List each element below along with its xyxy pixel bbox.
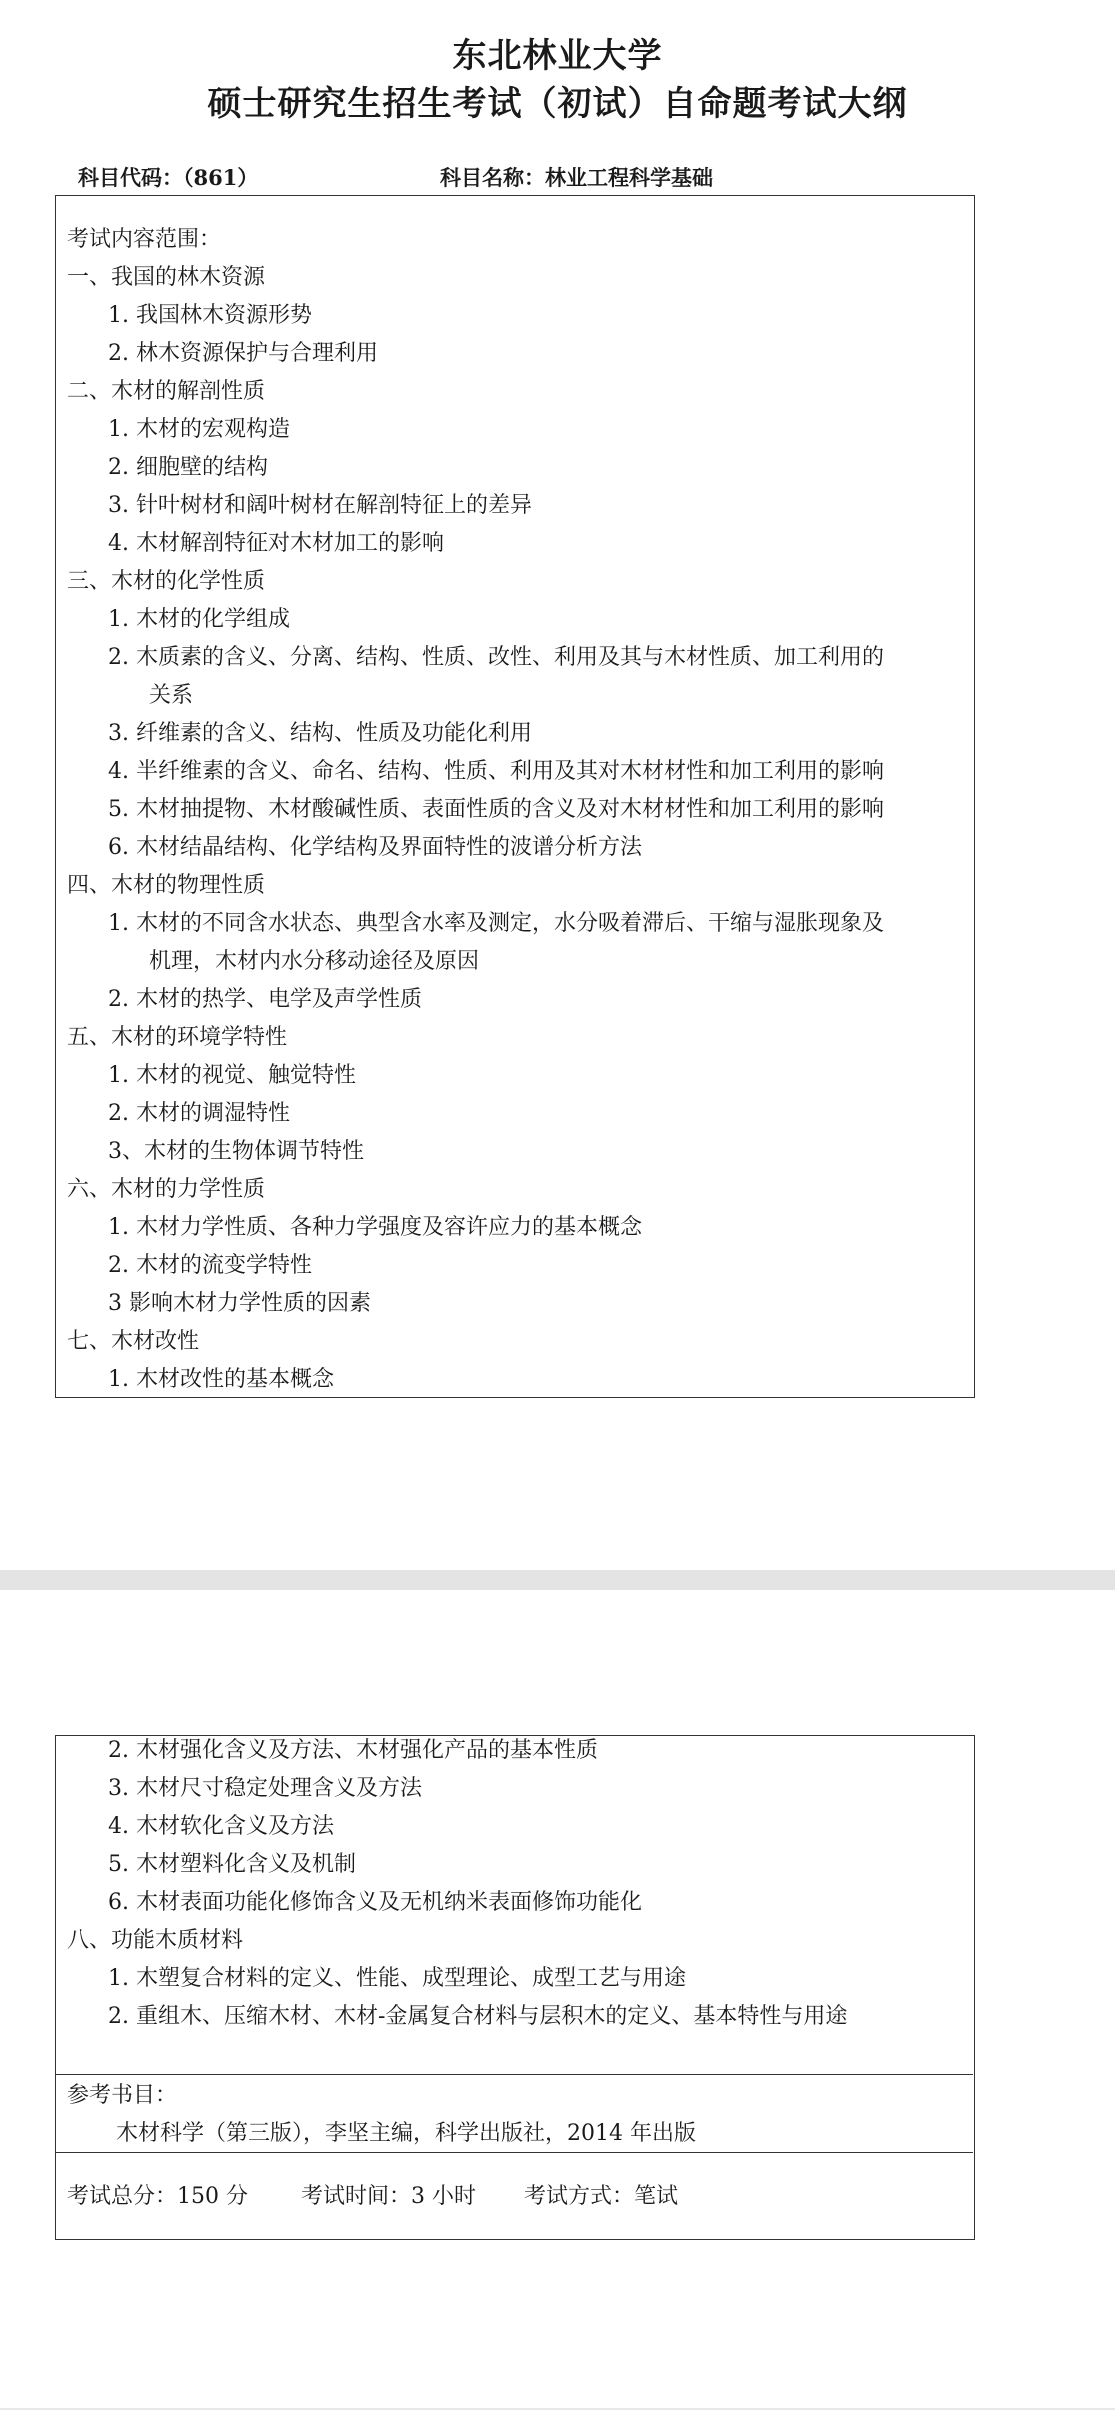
section-heading: 三、木材的化学性质 (67, 569, 266, 594)
list-item: 5. 木材抽提物、木材酸碱性质、表面性质的含义及对木材材性和加工利用的影响 (108, 797, 884, 822)
exam-duration: 考试时间：3 小时 (301, 2184, 476, 2209)
reference-book: 木材科学（第三版），李坚主编，科学出版社，2014 年出版 (116, 2121, 696, 2146)
list-item: 1. 木材的视觉、触觉特性 (108, 1063, 356, 1088)
list-item: 2. 木材强化含义及方法、木材强化产品的基本性质 (108, 1738, 598, 1763)
list-item: 1. 木材力学性质、各种力学强度及容许应力的基本概念 (108, 1215, 642, 1240)
list-item: 2. 林木资源保护与合理利用 (108, 341, 378, 366)
references-label: 参考书目： (67, 2083, 178, 2108)
list-item: 2. 细胞壁的结构 (108, 455, 268, 480)
syllabus-box-page2 (55, 1735, 975, 2240)
scope-label: 考试内容范围： (67, 227, 222, 252)
section-heading: 五、木材的环境学特性 (67, 1025, 288, 1050)
list-item: 2. 木材的热学、电学及声学性质 (108, 987, 422, 1012)
list-item: 2. 木质素的含义、分离、结构、性质、改性、利用及其与木材性质、加工利用的 (108, 645, 884, 670)
document-title: 硕士研究生招生考试（初试）自命题考试大纲 (207, 84, 908, 124)
syllabus-box-page1 (55, 195, 975, 1398)
list-item: 3. 针叶树材和阔叶树材在解剖特征上的差异 (108, 493, 532, 518)
subject-code: 科目代码：（861） (78, 165, 259, 190)
section-heading: 七、木材改性 (67, 1329, 200, 1354)
section-heading: 八、功能木质材料 (67, 1928, 244, 1953)
list-item: 3. 木材尺寸稳定处理含义及方法 (108, 1776, 422, 1801)
page-separator (0, 1570, 1115, 1590)
exam-method: 考试方式：笔试 (524, 2184, 679, 2209)
list-item: 1. 木材的化学组成 (108, 607, 290, 632)
university-title: 东北林业大学 (452, 36, 663, 76)
list-item: 1. 木材的宏观构造 (108, 417, 290, 442)
list-item: 1. 木材改性的基本概念 (108, 1367, 334, 1392)
subject-name: 科目名称：林业工程科学基础 (440, 165, 713, 190)
list-item: 3、木材的生物体调节特性 (108, 1139, 364, 1164)
exam-info-divider (56, 2152, 973, 2153)
references-divider (56, 2074, 973, 2075)
list-item: 2. 木材的调湿特性 (108, 1101, 290, 1126)
list-item: 6. 木材表面功能化修饰含义及无机纳米表面修饰功能化 (108, 1890, 642, 1915)
list-item: 4. 半纤维素的含义、命名、结构、性质、利用及其对木材材性和加工利用的影响 (108, 759, 884, 784)
list-item: 4. 木材软化含义及方法 (108, 1814, 334, 1839)
list-item: 5. 木材塑料化含义及机制 (108, 1852, 356, 1877)
list-item: 1. 我国林木资源形势 (108, 303, 312, 328)
list-item: 2. 木材的流变学特性 (108, 1253, 312, 1278)
exam-total-score: 考试总分：150 分 (67, 2184, 248, 2209)
section-heading: 一、我国的林木资源 (67, 265, 266, 290)
list-item: 1. 木材的不同含水状态、典型含水率及测定，水分吸着滞后、干缩与湿胀现象及 (108, 911, 884, 936)
section-heading: 二、木材的解剖性质 (67, 379, 266, 404)
list-item: 6. 木材结晶结构、化学结构及界面特性的波谱分析方法 (108, 835, 642, 860)
list-item-continuation: 关系 (149, 683, 194, 708)
list-item-continuation: 机理，木材内水分移动途径及原因 (149, 949, 480, 974)
list-item: 3 影响木材力学性质的因素 (108, 1291, 371, 1316)
list-item: 3. 纤维素的含义、结构、性质及功能化利用 (108, 721, 532, 746)
section-heading: 四、木材的物理性质 (67, 873, 266, 898)
list-item: 2. 重组木、压缩木材、木材-金属复合材料与层积木的定义、基本特性与用途 (108, 2004, 848, 2029)
list-item: 4. 木材解剖特征对木材加工的影响 (108, 531, 444, 556)
section-heading: 六、木材的力学性质 (67, 1177, 266, 1202)
page-bottom-edge (0, 2408, 1115, 2410)
list-item: 1. 木塑复合材料的定义、性能、成型理论、成型工艺与用途 (108, 1966, 686, 1991)
